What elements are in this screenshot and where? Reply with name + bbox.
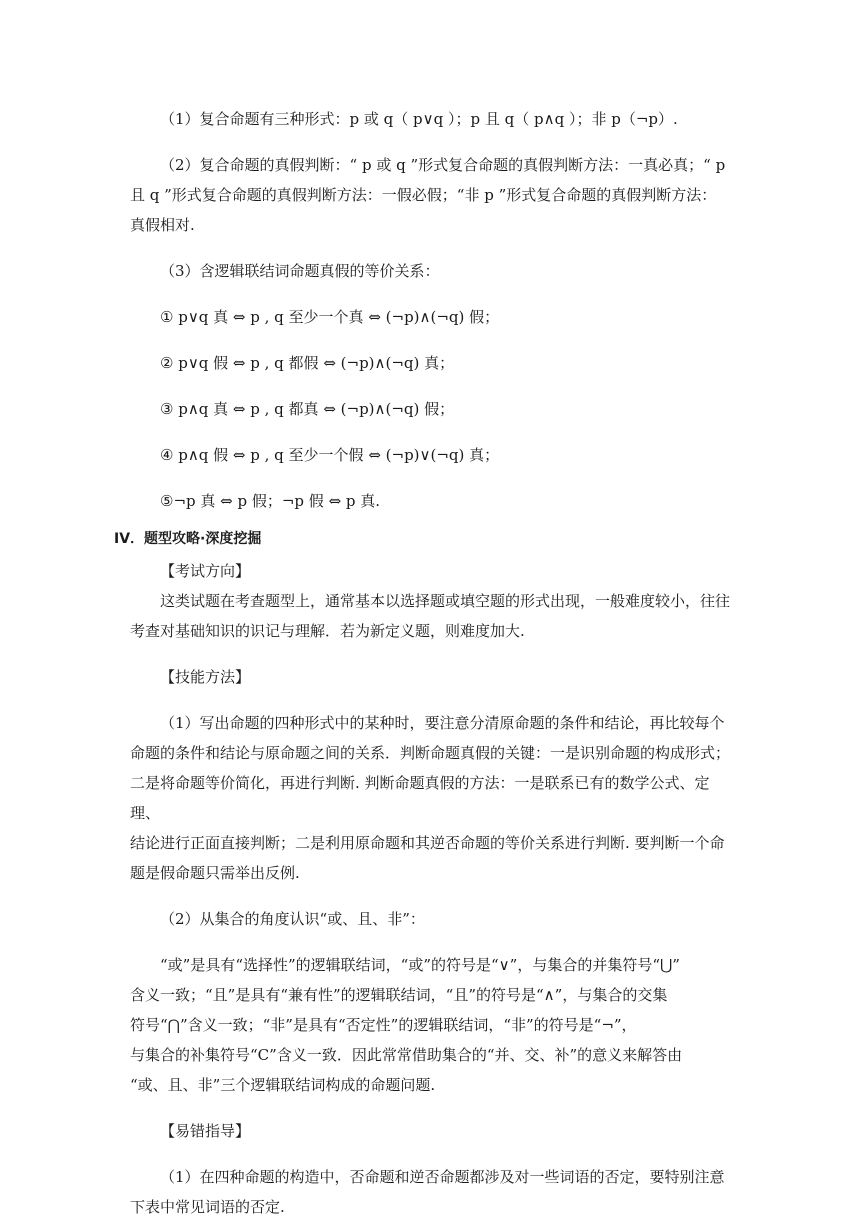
equivalence-5: ⑤¬p 真 ⇔ p 假；¬p 假 ⇔ p 真. [160, 492, 381, 510]
truth-judgment-line-1: （2）复合命题的真假判断：“ p 或 q ”形式复合命题的真假判断方法：一真必真；“ p [160, 156, 726, 174]
skills-p1-line-3: 二是将命题等价简化，再进行判断. 判断命题真假的方法：一是联系已有的数学公式、定理、 [130, 774, 710, 822]
skills-p2-line-3: 符号“⋂”含义一致；“非”是具有“否定性”的逻辑联结词，“非”的符号是“¬”， [130, 1016, 637, 1034]
skills-p2-title: （2）从集合的角度认识“或、且、非”： [160, 910, 425, 928]
skills-p2-line-4: 与集合的补集符号“C”含义一致．因此常常借助集合的“并、交、补”的意义来解答由 [130, 1046, 683, 1064]
skills-p1-line-1: （1）写出命题的四种形式中的某种时，要注意分清原命题的条件和结论，再比较每个 [160, 714, 725, 732]
errors-line-2: 下表中常见词语的否定. [130, 1198, 285, 1216]
equivalence-1: ① p∨q 真 ⇔ p , q 至少一个真 ⇔ (¬p)∧(¬q) 假； [160, 308, 500, 326]
skills-p1-line-5: 题是假命题只需举出反例. [130, 864, 300, 882]
exam-direction-line-1: 这类试题在考查题型上，通常基本以选择题或填空题的形式出现，一般难度较小，往往 [160, 592, 731, 610]
page-content [114, 104, 731, 1222]
truth-judgment-line-3: 真假相对. [130, 216, 195, 234]
equivalence-heading: （3）含逻辑联结词命题真假的等价关系： [160, 262, 440, 280]
skills-p2-line-1: “或”是具有“选择性”的逻辑联结词，“或”的符号是“∨”，与集合的并集符号“⋃” [160, 956, 680, 974]
equivalence-4: ④ p∧q 假 ⇔ p , q 至少一个假 ⇔ (¬p)∨(¬q) 真； [160, 446, 500, 464]
skills-label: 【技能方法】 [160, 668, 251, 686]
equivalence-3: ③ p∧q 真 ⇔ p , q 都真 ⇔ (¬p)∧(¬q) 假； [160, 400, 455, 418]
errors-line-1: （1）在四种命题的构造中，否命题和逆否命题都涉及对一些词语的否定，要特别注意 [160, 1168, 725, 1186]
section-title: IV．题型攻略·深度挖掘 [114, 531, 262, 547]
exam-direction-label: 【考试方向】 [160, 562, 251, 580]
skills-p2-line-5: “或、且、非”三个逻辑联结词构成的命题问题. [130, 1076, 436, 1094]
exam-direction-line-2: 考查对基础知识的识记与理解．若为新定义题，则难度加大. [130, 622, 525, 640]
skills-p1-line-4: 结论进行正面直接判断；二是利用原命题和其逆否命题的等价关系进行判断. 要判断一个命 [130, 834, 725, 852]
equivalence-2: ② p∨q 假 ⇔ p , q 都假 ⇔ (¬p)∧(¬q) 真； [160, 354, 455, 372]
errors-label: 【易错指导】 [160, 1122, 251, 1140]
compound-forms-paragraph: （1）复合命题有三种形式：p 或 q（ p∨q ）；p 且 q（ p∧q ）；非 p（¬p）. [160, 110, 678, 128]
skills-p2-line-2: 含义一致；“且”是具有“兼有性”的逻辑联结词，“且”的符号是“∧”，与集合的交集 [130, 986, 668, 1004]
skills-p1-line-2: 命题的条件和结论与原命题之间的关系．判断命题真假的关键：一是识别命题的构成形式； [130, 744, 731, 762]
truth-judgment-line-2: 且 q ”形式复合命题的真假判断方法：一假必假；“非 p ”形式复合命题的真假判断方法： [130, 186, 717, 204]
